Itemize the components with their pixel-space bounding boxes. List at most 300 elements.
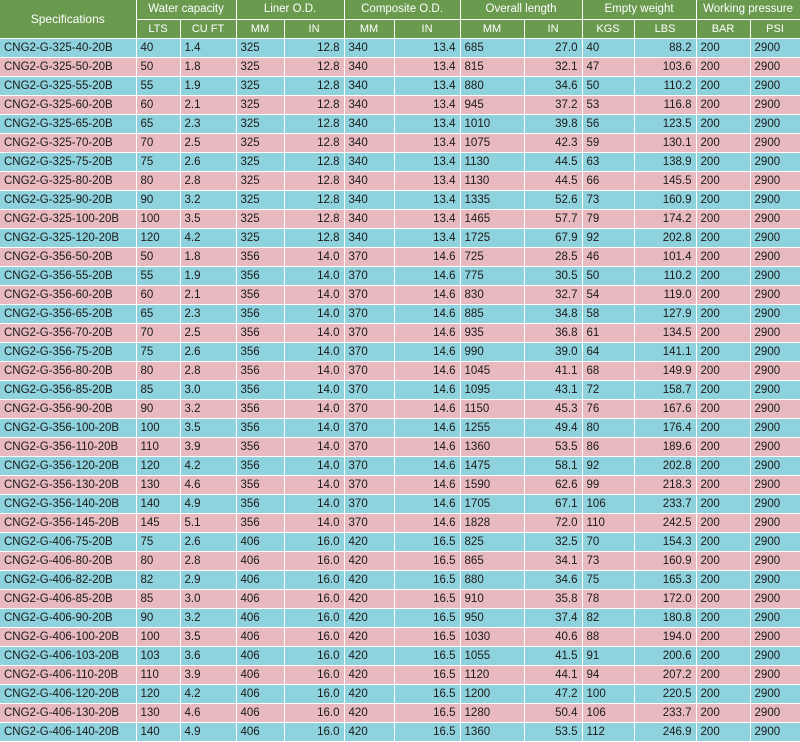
psi-cell: 2900 [750,722,800,741]
lbs-cell: 110.2 [634,76,696,95]
liner-mm-cell: 356 [236,418,284,437]
lbs-cell: 167.6 [634,399,696,418]
spec-cell: CNG2-G-406-130-20B [0,703,136,722]
length-in-cell: 57.7 [524,209,582,228]
liner-mm-cell: 406 [236,608,284,627]
composite-mm-cell: 420 [344,722,394,741]
cu-ft-cell: 1.9 [180,266,236,285]
bar-cell: 200 [696,608,750,627]
length-mm-cell: 1280 [460,703,524,722]
lts-cell: 145 [136,513,180,532]
lts-cell: 50 [136,57,180,76]
liner-mm-cell: 406 [236,722,284,741]
liner-mm-cell: 325 [236,209,284,228]
composite-mm-cell: 370 [344,285,394,304]
kgs-cell: 91 [582,646,634,665]
length-in-cell: 34.6 [524,570,582,589]
composite-in-cell: 16.5 [394,703,460,722]
spec-cell: CNG2-G-356-60-20B [0,285,136,304]
length-mm-cell: 950 [460,608,524,627]
lts-cell: 140 [136,722,180,741]
liner-in-cell: 14.0 [284,513,344,532]
cu-ft-cell: 3.0 [180,380,236,399]
composite-in-cell: 13.4 [394,57,460,76]
spec-cell: CNG2-G-406-82-20B [0,570,136,589]
cu-ft-cell: 3.5 [180,209,236,228]
bar-cell: 200 [696,76,750,95]
psi-cell: 2900 [750,456,800,475]
psi-cell: 2900 [750,475,800,494]
composite-in-cell: 13.4 [394,38,460,57]
table-row [0,247,800,266]
liner-in-cell: 14.0 [284,247,344,266]
composite-mm-cell: 370 [344,494,394,513]
bar-cell: 200 [696,133,750,152]
table-row [0,38,800,57]
lbs-cell: 160.9 [634,190,696,209]
psi-cell: 2900 [750,380,800,399]
cu-ft-cell: 3.6 [180,646,236,665]
psi-cell: 2900 [750,266,800,285]
cu-ft-cell: 2.9 [180,570,236,589]
composite-mm-cell: 420 [344,627,394,646]
cu-ft-cell: 1.8 [180,57,236,76]
header-working-pressure: Working pressure [696,0,800,19]
liner-in-cell: 14.0 [284,418,344,437]
liner-in-cell: 12.8 [284,190,344,209]
length-in-cell: 41.5 [524,646,582,665]
kgs-cell: 58 [582,304,634,323]
length-in-cell: 44.1 [524,665,582,684]
unit-lbs: LBS [634,19,696,38]
spec-cell: CNG2-G-356-90-20B [0,399,136,418]
length-mm-cell: 775 [460,266,524,285]
spec-cell: CNG2-G-406-100-20B [0,627,136,646]
cu-ft-cell: 2.1 [180,95,236,114]
unit-composite-mm: MM [344,19,394,38]
length-mm-cell: 685 [460,38,524,57]
length-mm-cell: 880 [460,76,524,95]
table-row [0,665,800,684]
length-in-cell: 34.8 [524,304,582,323]
liner-in-cell: 14.0 [284,437,344,456]
cu-ft-cell: 4.6 [180,475,236,494]
length-in-cell: 50.4 [524,703,582,722]
composite-mm-cell: 420 [344,551,394,570]
lts-cell: 82 [136,570,180,589]
length-in-cell: 41.1 [524,361,582,380]
lbs-cell: 154.3 [634,532,696,551]
kgs-cell: 106 [582,494,634,513]
spec-cell: CNG2-G-356-100-20B [0,418,136,437]
composite-in-cell: 13.4 [394,209,460,228]
composite-in-cell: 16.5 [394,570,460,589]
cu-ft-cell: 4.9 [180,494,236,513]
composite-mm-cell: 420 [344,665,394,684]
composite-mm-cell: 370 [344,266,394,285]
table-row [0,152,800,171]
liner-mm-cell: 325 [236,76,284,95]
lbs-cell: 149.9 [634,361,696,380]
length-mm-cell: 1130 [460,171,524,190]
table-row [0,570,800,589]
composite-mm-cell: 370 [344,399,394,418]
lts-cell: 130 [136,703,180,722]
lbs-cell: 202.8 [634,228,696,247]
length-in-cell: 44.5 [524,152,582,171]
length-mm-cell: 1055 [460,646,524,665]
lts-cell: 60 [136,285,180,304]
kgs-cell: 73 [582,551,634,570]
composite-mm-cell: 340 [344,228,394,247]
bar-cell: 200 [696,456,750,475]
kgs-cell: 94 [582,665,634,684]
kgs-cell: 100 [582,684,634,703]
bar-cell: 200 [696,304,750,323]
lts-cell: 80 [136,171,180,190]
bar-cell: 200 [696,247,750,266]
spec-cell: CNG2-G-406-80-20B [0,551,136,570]
lts-cell: 90 [136,190,180,209]
psi-cell: 2900 [750,247,800,266]
bar-cell: 200 [696,38,750,57]
lts-cell: 55 [136,266,180,285]
lts-cell: 80 [136,361,180,380]
bar-cell: 200 [696,494,750,513]
spec-cell: CNG2-G-356-110-20B [0,437,136,456]
length-in-cell: 34.6 [524,76,582,95]
length-mm-cell: 1200 [460,684,524,703]
lbs-cell: 116.8 [634,95,696,114]
table-row [0,285,800,304]
table-row [0,513,800,532]
lts-cell: 70 [136,323,180,342]
length-in-cell: 67.9 [524,228,582,247]
liner-in-cell: 16.0 [284,684,344,703]
length-in-cell: 40.6 [524,627,582,646]
unit-liner-mm: MM [236,19,284,38]
composite-mm-cell: 370 [344,361,394,380]
spec-cell: CNG2-G-356-85-20B [0,380,136,399]
lts-cell: 120 [136,456,180,475]
composite-mm-cell: 420 [344,646,394,665]
composite-in-cell: 16.5 [394,722,460,741]
liner-mm-cell: 356 [236,475,284,494]
liner-mm-cell: 325 [236,133,284,152]
spec-cell: CNG2-G-406-90-20B [0,608,136,627]
length-mm-cell: 1120 [460,665,524,684]
composite-in-cell: 14.6 [394,247,460,266]
lbs-cell: 158.7 [634,380,696,399]
spec-cell: CNG2-G-325-70-20B [0,133,136,152]
cu-ft-cell: 3.2 [180,190,236,209]
table-row [0,437,800,456]
spec-cell: CNG2-G-406-75-20B [0,532,136,551]
lts-cell: 103 [136,646,180,665]
psi-cell: 2900 [750,494,800,513]
length-in-cell: 37.2 [524,95,582,114]
lts-cell: 80 [136,551,180,570]
liner-mm-cell: 406 [236,665,284,684]
length-in-cell: 37.4 [524,608,582,627]
table-row [0,228,800,247]
liner-mm-cell: 356 [236,247,284,266]
liner-mm-cell: 406 [236,532,284,551]
cu-ft-cell: 3.5 [180,627,236,646]
spec-cell: CNG2-G-325-120-20B [0,228,136,247]
cu-ft-cell: 4.2 [180,228,236,247]
kgs-cell: 68 [582,361,634,380]
length-mm-cell: 1360 [460,722,524,741]
composite-in-cell: 14.6 [394,456,460,475]
header-empty-weight: Empty weight [582,0,696,19]
lts-cell: 75 [136,342,180,361]
composite-mm-cell: 370 [344,323,394,342]
composite-mm-cell: 340 [344,76,394,95]
kgs-cell: 72 [582,380,634,399]
cu-ft-cell: 1.9 [180,76,236,95]
liner-mm-cell: 356 [236,266,284,285]
psi-cell: 2900 [750,570,800,589]
lbs-cell: 172.0 [634,589,696,608]
spec-cell: CNG2-G-325-90-20B [0,190,136,209]
cu-ft-cell: 2.1 [180,285,236,304]
bar-cell: 200 [696,570,750,589]
lts-cell: 70 [136,133,180,152]
liner-in-cell: 12.8 [284,57,344,76]
table-row [0,114,800,133]
lts-cell: 75 [136,152,180,171]
bar-cell: 200 [696,722,750,741]
lbs-cell: 207.2 [634,665,696,684]
table-header [0,0,800,38]
length-in-cell: 39.0 [524,342,582,361]
lts-cell: 120 [136,228,180,247]
psi-cell: 2900 [750,418,800,437]
composite-mm-cell: 420 [344,589,394,608]
bar-cell: 200 [696,95,750,114]
length-mm-cell: 725 [460,247,524,266]
liner-in-cell: 16.0 [284,722,344,741]
composite-in-cell: 14.6 [394,361,460,380]
length-in-cell: 30.5 [524,266,582,285]
length-in-cell: 58.1 [524,456,582,475]
lbs-cell: 246.9 [634,722,696,741]
length-in-cell: 32.1 [524,57,582,76]
psi-cell: 2900 [750,342,800,361]
unit-lts: LTS [136,19,180,38]
lbs-cell: 145.5 [634,171,696,190]
spec-cell: CNG2-G-356-50-20B [0,247,136,266]
kgs-cell: 59 [582,133,634,152]
cu-ft-cell: 2.5 [180,323,236,342]
liner-in-cell: 14.0 [284,494,344,513]
psi-cell: 2900 [750,76,800,95]
lbs-cell: 103.6 [634,57,696,76]
spec-cell: CNG2-G-406-103-20B [0,646,136,665]
length-mm-cell: 945 [460,95,524,114]
spec-cell: CNG2-G-356-140-20B [0,494,136,513]
psi-cell: 2900 [750,437,800,456]
liner-mm-cell: 356 [236,361,284,380]
cu-ft-cell: 3.9 [180,437,236,456]
length-mm-cell: 1725 [460,228,524,247]
kgs-cell: 40 [582,38,634,57]
length-mm-cell: 910 [460,589,524,608]
composite-mm-cell: 420 [344,532,394,551]
length-in-cell: 34.1 [524,551,582,570]
lbs-cell: 138.9 [634,152,696,171]
bar-cell: 200 [696,627,750,646]
lbs-cell: 180.8 [634,608,696,627]
spec-cell: CNG2-G-325-65-20B [0,114,136,133]
psi-cell: 2900 [750,665,800,684]
liner-mm-cell: 325 [236,190,284,209]
bar-cell: 200 [696,361,750,380]
liner-in-cell: 16.0 [284,532,344,551]
spec-cell: CNG2-G-325-50-20B [0,57,136,76]
length-in-cell: 67.1 [524,494,582,513]
bar-cell: 200 [696,589,750,608]
psi-cell: 2900 [750,513,800,532]
spec-cell: CNG2-G-356-65-20B [0,304,136,323]
lts-cell: 140 [136,494,180,513]
composite-mm-cell: 370 [344,475,394,494]
psi-cell: 2900 [750,228,800,247]
liner-mm-cell: 325 [236,171,284,190]
composite-mm-cell: 340 [344,95,394,114]
lts-cell: 65 [136,114,180,133]
psi-cell: 2900 [750,57,800,76]
table-row [0,722,800,741]
lbs-cell: 127.9 [634,304,696,323]
table-row [0,209,800,228]
lbs-cell: 88.2 [634,38,696,57]
liner-in-cell: 16.0 [284,570,344,589]
spec-cell: CNG2-G-406-140-20B [0,722,136,741]
length-in-cell: 72.0 [524,513,582,532]
bar-cell: 200 [696,209,750,228]
liner-in-cell: 14.0 [284,342,344,361]
length-mm-cell: 1010 [460,114,524,133]
cu-ft-cell: 2.6 [180,532,236,551]
bar-cell: 200 [696,228,750,247]
kgs-cell: 50 [582,76,634,95]
cu-ft-cell: 2.6 [180,342,236,361]
cu-ft-cell: 4.2 [180,684,236,703]
liner-in-cell: 14.0 [284,266,344,285]
composite-in-cell: 16.5 [394,608,460,627]
length-in-cell: 52.6 [524,190,582,209]
spec-cell: CNG2-G-356-70-20B [0,323,136,342]
psi-cell: 2900 [750,304,800,323]
length-mm-cell: 1705 [460,494,524,513]
length-in-cell: 62.6 [524,475,582,494]
table-row [0,475,800,494]
bar-cell: 200 [696,342,750,361]
composite-mm-cell: 370 [344,418,394,437]
spec-cell: CNG2-G-325-100-20B [0,209,136,228]
lts-cell: 130 [136,475,180,494]
length-mm-cell: 1255 [460,418,524,437]
length-mm-cell: 1465 [460,209,524,228]
lbs-cell: 202.8 [634,456,696,475]
lbs-cell: 141.1 [634,342,696,361]
spec-cell: CNG2-G-356-120-20B [0,456,136,475]
psi-cell: 2900 [750,646,800,665]
cu-ft-cell: 4.2 [180,456,236,475]
table-row [0,361,800,380]
length-in-cell: 53.5 [524,437,582,456]
cu-ft-cell: 2.3 [180,304,236,323]
cu-ft-cell: 2.5 [180,133,236,152]
table-row [0,532,800,551]
length-mm-cell: 1335 [460,190,524,209]
composite-mm-cell: 370 [344,342,394,361]
psi-cell: 2900 [750,589,800,608]
table-row [0,133,800,152]
kgs-cell: 47 [582,57,634,76]
bar-cell: 200 [696,646,750,665]
liner-mm-cell: 356 [236,437,284,456]
kgs-cell: 92 [582,456,634,475]
liner-mm-cell: 325 [236,228,284,247]
length-in-cell: 43.1 [524,380,582,399]
lts-cell: 55 [136,76,180,95]
length-in-cell: 32.7 [524,285,582,304]
spec-cell: CNG2-G-406-85-20B [0,589,136,608]
kgs-cell: 46 [582,247,634,266]
composite-mm-cell: 420 [344,608,394,627]
length-in-cell: 28.5 [524,247,582,266]
bar-cell: 200 [696,152,750,171]
lbs-cell: 233.7 [634,703,696,722]
table-row [0,551,800,570]
table-row [0,589,800,608]
unit-bar: BAR [696,19,750,38]
cu-ft-cell: 2.6 [180,152,236,171]
lts-cell: 65 [136,304,180,323]
liner-in-cell: 14.0 [284,323,344,342]
composite-in-cell: 14.6 [394,285,460,304]
spec-cell: CNG2-G-406-120-20B [0,684,136,703]
table-row [0,171,800,190]
length-mm-cell: 1130 [460,152,524,171]
table-row [0,95,800,114]
table-row [0,304,800,323]
lbs-cell: 218.3 [634,475,696,494]
kgs-cell: 63 [582,152,634,171]
cu-ft-cell: 2.8 [180,361,236,380]
length-mm-cell: 1590 [460,475,524,494]
liner-in-cell: 12.8 [284,171,344,190]
liner-in-cell: 16.0 [284,703,344,722]
liner-in-cell: 12.8 [284,114,344,133]
header-specifications: Specifications [0,0,136,38]
psi-cell: 2900 [750,285,800,304]
liner-in-cell: 16.0 [284,608,344,627]
bar-cell: 200 [696,190,750,209]
liner-mm-cell: 356 [236,494,284,513]
lbs-cell: 189.6 [634,437,696,456]
psi-cell: 2900 [750,323,800,342]
cu-ft-cell: 2.8 [180,551,236,570]
liner-mm-cell: 325 [236,114,284,133]
length-in-cell: 42.3 [524,133,582,152]
lbs-cell: 200.6 [634,646,696,665]
table-row [0,456,800,475]
composite-mm-cell: 370 [344,456,394,475]
